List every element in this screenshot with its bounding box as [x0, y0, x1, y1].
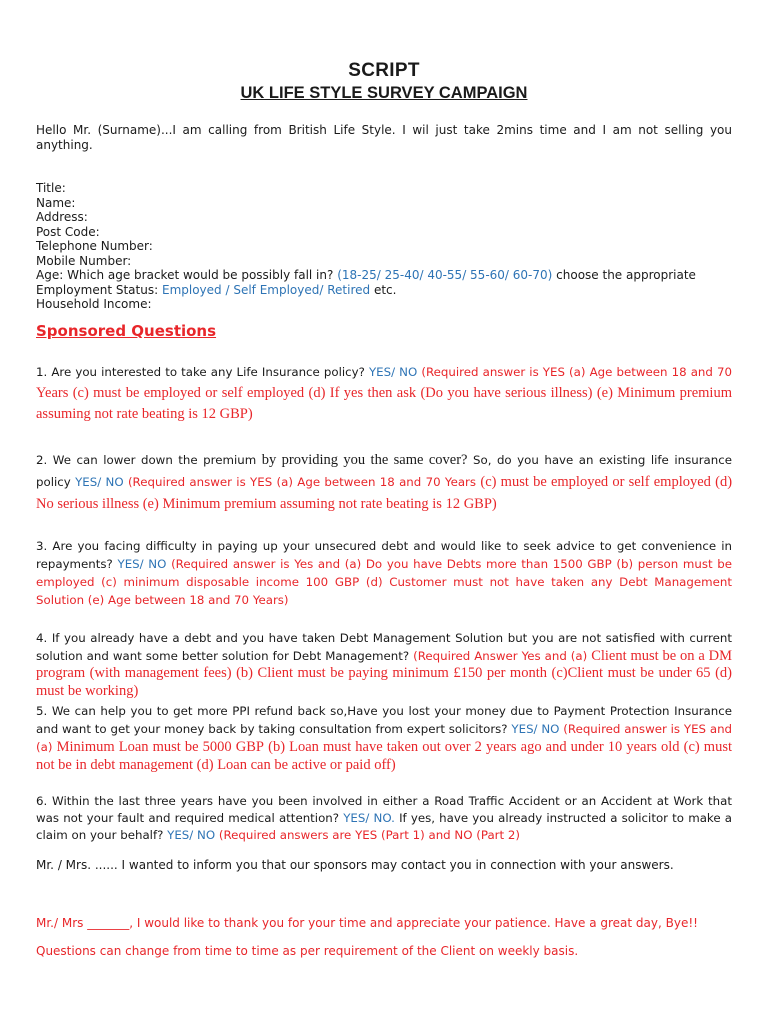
question-6-options-2: YES/ NO — [167, 828, 216, 842]
employment-suffix: etc. — [373, 282, 397, 297]
caller-details-fields — [36, 181, 732, 312]
field-post-code: Post Code: — [36, 224, 100, 239]
question-1-requirement: (Required answer is YES (a) Age between 18 and 70 — [421, 365, 732, 379]
field-telephone: Telephone Number: — [36, 239, 153, 253]
question-6-text: 6. Within the last three years have you been involved in either a Road Traffic Accident or an Accident at Work that was not your fault and required medical attention? — [36, 794, 732, 825]
closing-inform: Mr. / Mrs. ...... I wanted to inform you that our sponsors may contact you in connection with your answers. — [36, 858, 674, 872]
age-label: Age: Which age bracket would be possibly fall in? — [36, 268, 334, 282]
question-1-options: YES/ NO — [368, 365, 418, 379]
question-3 — [36, 537, 732, 609]
question-1 — [36, 362, 732, 425]
document-page — [36, 0, 732, 1024]
document-title: SCRIPT — [348, 60, 420, 81]
document-subtitle: UK LIFE STYLE SURVEY CAMPAIGN — [240, 84, 528, 102]
question-4-requirement-detail: Client must be on a DM program (with management fees) (b) Client must be paying minimum £150 per month (c)Client must be under 65 (d) must be working) — [36, 647, 732, 699]
question-2-text-c: So, do you have an existing life insurance policy — [36, 453, 732, 489]
question-2-text-a: 2. We can lower down the premium — [36, 453, 257, 467]
question-4 — [36, 630, 732, 700]
field-age — [36, 268, 732, 283]
question-2-requirement-detail: (c) must be employed or self employed (d) No serious illness (e) Minimum premium assuming not rate beating is 12 GBP) — [36, 474, 733, 512]
question-5-options: YES/ NO — [511, 722, 560, 736]
field-household-income: Household Income: — [36, 297, 152, 311]
question-4-text: 4. If you already have a debt and you have taken Debt Management Solution but you are not satisfied with current solution and want some better solution for Debt Management? — [36, 631, 732, 663]
sponsored-questions-heading: Sponsored Questions — [36, 322, 217, 340]
question-3-requirement: (Required answer is Yes and (a) Do you have Debts more than 1500 GBP (b) person must be employed (c) minimum disposable income 100 GBP (d) Customer must not have taken any Debt Management Solution (e) Age between 18 and 70 Years) — [36, 557, 733, 607]
question-6-text-2: If yes, have you already instructed a solicitor to make a claim on your behalf? — [36, 811, 732, 842]
question-2-requirement: (Required answer is YES (a) Age between 18 and 70 Years — [127, 475, 477, 489]
field-mobile: Mobile Number: — [36, 253, 132, 268]
question-2-options: YES/ NO — [75, 475, 124, 489]
question-1-text: 1. Are you interested to take any Life Insurance policy? — [36, 365, 365, 379]
question-6 — [36, 793, 732, 844]
employment-options: Employed / Self Employed/ Retired — [161, 282, 371, 297]
question-3-options: YES/ NO — [117, 557, 167, 571]
question-1-requirement-detail: Years (c) must be employed or self employed (d) If yes then ask (Do you have serious illness) (e) Minimum premium assuming not rate beating is 12 GBP) — [36, 385, 732, 422]
question-6-options-1: YES/ NO. — [343, 811, 395, 825]
question-6-requirement: (Required answers are YES (Part 1) and NO (Part 2) — [218, 828, 521, 842]
question-5-requirement: (Required answer is YES and (a) — [36, 722, 733, 754]
closing-note: Questions can change from time to time as per requirement of the Client on weekly basis. — [36, 944, 579, 958]
field-address: Address: — [36, 210, 88, 224]
employment-label: Employment Status: — [36, 282, 159, 297]
question-5-requirement-detail-1: Minimum Loan must be 5000 GBP — [56, 739, 264, 755]
field-name: Name: — [36, 195, 76, 210]
field-title: Title: — [36, 181, 66, 195]
question-3-text: 3. Are you facing difficulty in paying up your unsecured debt and would like to seek advice to get convenience in repayments? — [36, 539, 732, 571]
age-options: (18-25/ 25-40/ 40-55/ 55-60/ 60-70) — [337, 268, 553, 282]
intro-paragraph: Hello Mr. (Surname)...I am calling from British Life Style. I wil just take 2mins time and I am not selling you anything. — [36, 123, 732, 152]
question-5 — [36, 702, 732, 774]
age-suffix: choose the appropriate — [556, 268, 696, 282]
question-2-text-b: by providing you the same cover? — [261, 452, 468, 468]
question-2 — [36, 449, 732, 515]
question-5-requirement-detail-2: (b) Loan must have taken out over 2 years ago and under 10 years old (c) must not be in debt management (d) Loan can be active or paid off) — [36, 739, 732, 773]
question-4-requirement: (Required Answer Yes and (a) — [413, 648, 588, 663]
question-5-text: 5. We can help you to get more PPI refund back so,Have you lost your money due to Payment Protection Insurance and want to get your money back by taking consultation from expert solicitors? — [36, 704, 732, 736]
closing-thanks: Mr./ Mrs _______, I would like to thank you for your time and appreciate your patience. Have a great day, Bye!! — [36, 916, 698, 930]
field-employment — [36, 283, 732, 298]
